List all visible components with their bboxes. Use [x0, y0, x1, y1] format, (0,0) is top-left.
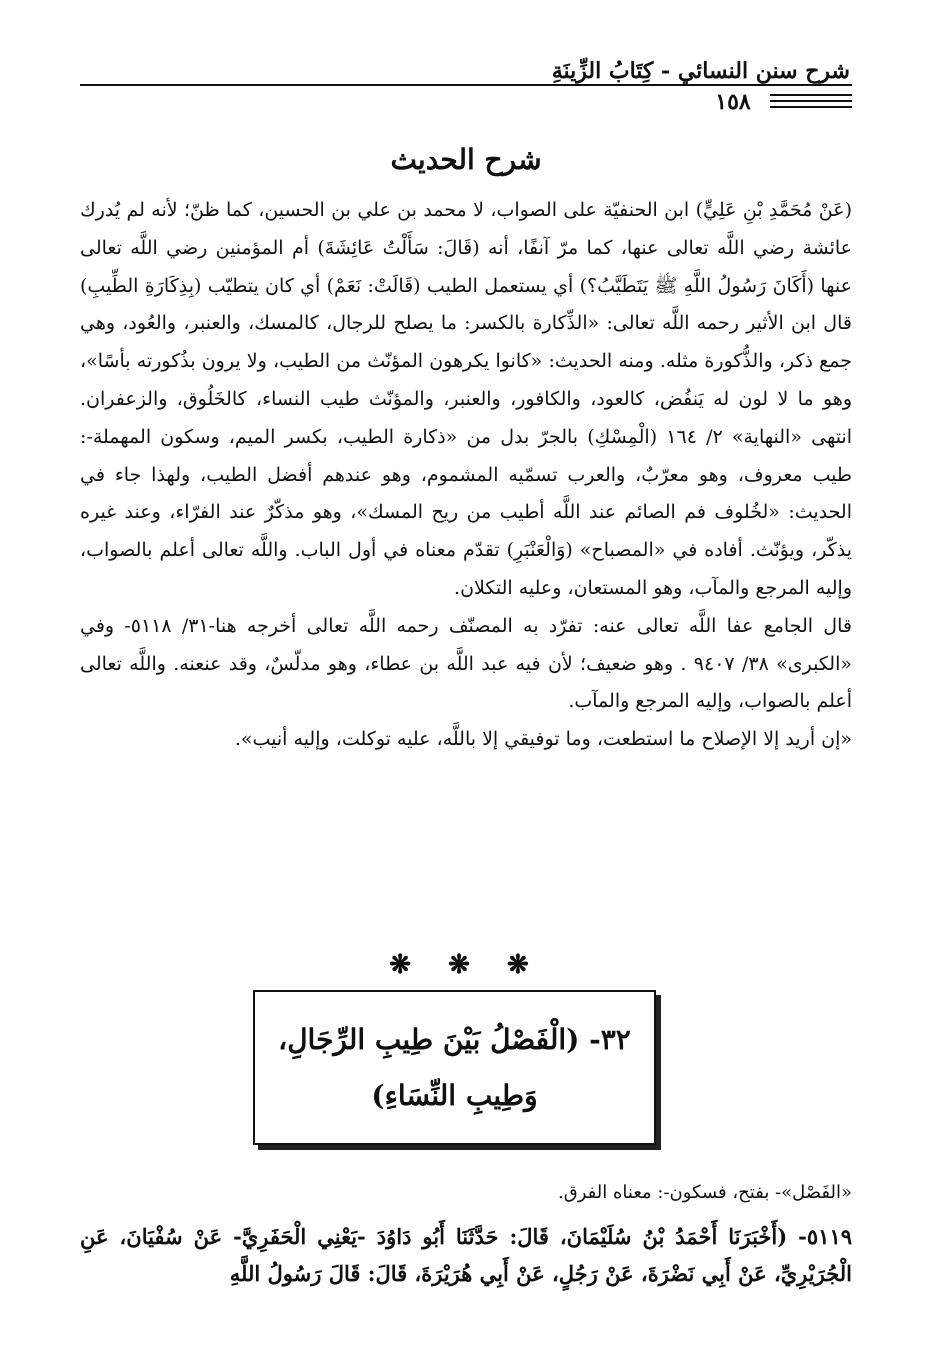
commentary-paragraph: (عَنْ مُحَمَّدِ بْنِ عَلِيٍّ) ابن الحنفيّة على الصواب، لا محمد بن علي بن الحسين، كما ظنّ؛ لأنه لم يُدرك عائشة رضي اللَّه تعالى عنها، كما مرّ آنفًا، أنه (قَالَ: سَأَلْتُ عَائِشَةَ) أم المؤمنين رضي اللَّه تعالى عنها (أَكَانَ رَسُولُ اللَّهِ ﷺ يَتَطَيَّبُ؟) أي يستعمل الطيب (قَالَتْ: نَعَمْ) أي كان يتطيّب (بِذِكَارَةِ الطِّيبِ) قال ابن الأثير رحمه اللَّه تعالى: «الذِّكارة بالكسر: ما يصلح للرجال، كالمسك، والعنبر، والعُود، وهي جمع ذكر، والذُّكورة مثله. ومنه الحديث: «كانوا يكرهون المؤنّث من الطيب، ولا يرون بذُكورته بأسًا»، وهو ما لا لون له يَنفُض، كالعود، والكافور، والعنبر، والمؤنّث طيب النساء، كالخَلُوق، والزعفران. انتهى «النهاية» ٢/ ١٦٤ (الْمِسْكِ) بالجرّ بدل من «ذكارة الطيب، بكسر الميم، وسكون المهملة-: طيب معروف، وهو معرّبٌ، والعرب تسمّيه المشموم، وهو عندهم أفضل الطيب، ولهذا جاء في الحديث: «لخُلوف فم الصائم عند اللَّه أطيب من ريح المسك»، وهو مذكّرٌ عند الفرّاء، وعند غيره يذكّر، ويؤنّث. أفاده في «المصباح» (وَالْعَنْبَرِ) تقدّم معناه في أول الباب. واللَّه تعالى أعلم بالصواب، وإليه المرجع والمآب، وهو المستعان، وعليه التكلان. — [80, 199, 853, 599]
section-title: شرح الحديث — [390, 143, 542, 176]
chapter-heading-line-1: ٣٢- (الْفَصْلُ بَيْنَ طِيبِ الرِّجَالِ، — [278, 1023, 631, 1056]
hadith-paragraph: ٥١١٩- (أَخْبَرَنَا أَحْمَدُ بْنُ سُلَيْمَانَ، قَالَ: حَدَّثَنَا أَبُو دَاوُدَ -يَعْنِي الْحَفَرِيَّ- عَنْ سُفْيَانَ، عَنِ الْجُرَيْرِيِّ، عَنْ أَبِي نَضْرَةَ، عَنْ رَجُلٍ، عَنْ أَبِي هُرَيْرَةَ، قَالَ: قَالَ رَسُولُ اللَّهِ — [80, 1224, 853, 1286]
definition-note: «الفَصْل»- بفتح، فسكون-: معناه الفرق. — [558, 1182, 852, 1203]
commentary-body — [80, 192, 852, 759]
page-number-rule-bottom — [770, 106, 852, 108]
page-number-rule-top — [770, 94, 852, 96]
compiler-note-paragraph: قال الجامع عفا اللَّه تعالى عنه: تفرّد به المصنّف رحمه اللَّه تعالى أخرجه هنا-٣١/ ٥١١٨- وفي «الكبرى» ٣٨/ ٩٤٠٧ . وهو ضعيف؛ لأن فيه عبد اللَّه بن عطاء، وهو مدلّسٌ، وقد عنعنه. واللَّه تعالى أعلم بالصواب، وإليه المرجع والمآب. — [80, 614, 852, 713]
chapter-heading-box — [253, 990, 656, 1145]
chapter-heading-line-2: وَطِيبِ النِّسَاءِ) — [371, 1079, 538, 1112]
hadith-text — [80, 1218, 852, 1292]
page-number: ١٥٨ — [715, 89, 751, 115]
running-header-title: شرح سنن النسائي - كِتَابُ الزِّينَةِ — [551, 58, 850, 84]
page-number-rule-middle — [770, 100, 852, 102]
header-rule — [80, 84, 852, 86]
closing-quote-paragraph: «إن أريد إلا الإصلاح ما استطعت، وما توفيقي إلا باللَّه، عليه توكلت، وإليه أنيب». — [234, 728, 852, 751]
section-separator: ❋ ❋ ❋ — [389, 950, 543, 980]
